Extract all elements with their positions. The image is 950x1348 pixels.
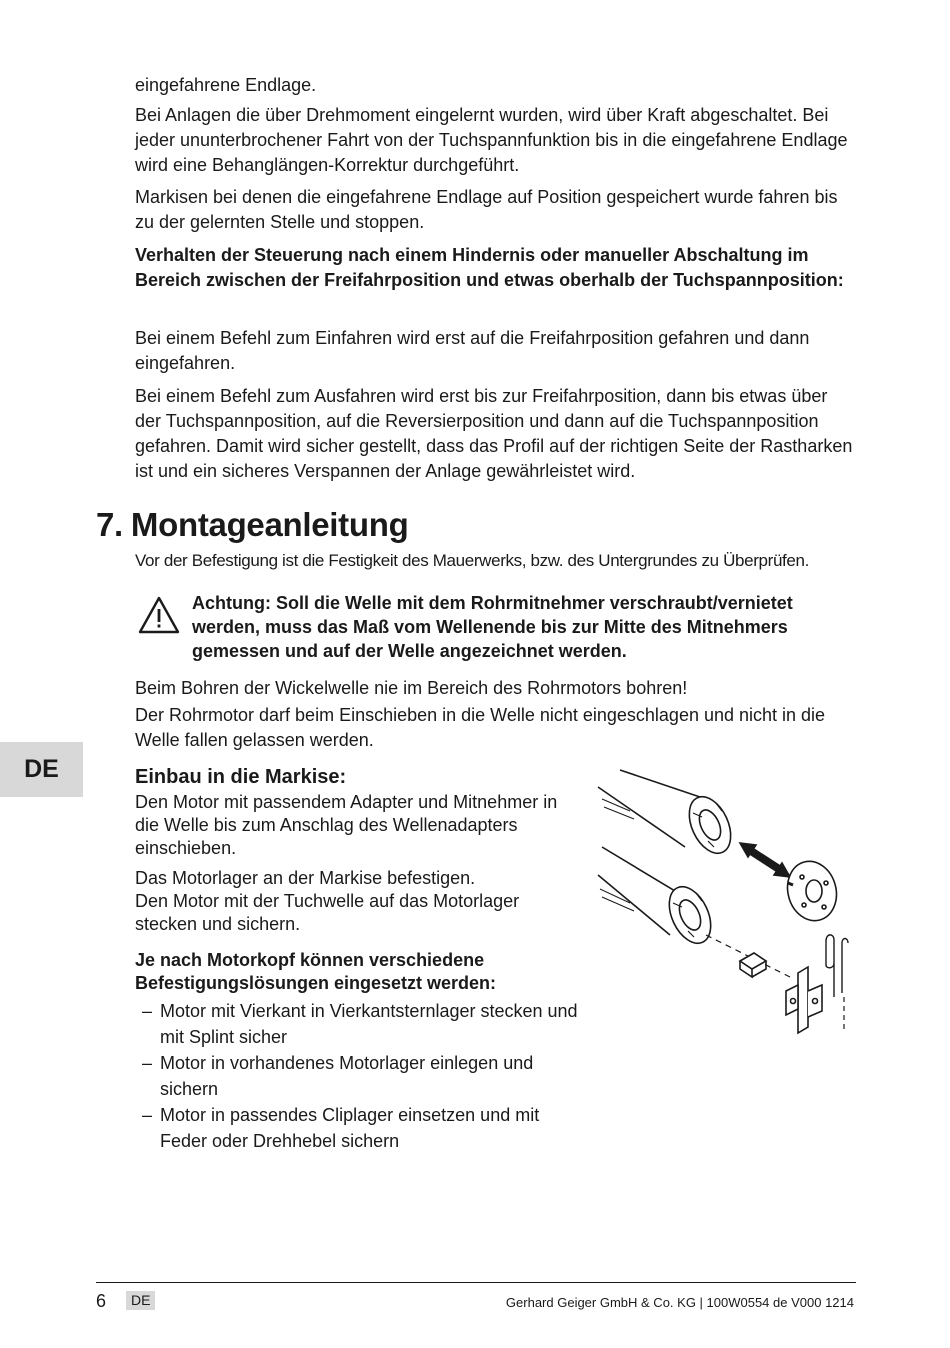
page-number: 6 [96, 1291, 107, 1311]
intro-paragraph-3: Markisen bei denen die eingefahrene Endlage auf Position gespeichert wurde fahren bis zu der gelernten Stelle und stoppen. [135, 187, 838, 232]
drilling-note: Beim Bohren der Wickelwelle nie im Bereich des Rohrmotors bohren! [135, 678, 688, 698]
list-item [135, 998, 585, 1050]
list-item [135, 1050, 585, 1102]
obstacle-behavior-heading: Verhalten der Steuerung nach einem Hindernis oder manueller Abschaltung im Bereich zwischen der Freifahrposition und etwas oberhalb der Tuchspannposition: [135, 245, 844, 290]
list-item-text: Motor mit Vierkant in Vierkantsternlager stecken und mit Splint sicher [160, 1001, 578, 1047]
fastening-options-list [135, 998, 585, 1154]
warning-triangle-icon [137, 595, 181, 635]
list-dash: – [142, 1105, 153, 1125]
warning-text: Achtung: Soll die Welle mit dem Rohrmitnehmer verschraubt/vernietet werden, muss das Maß vom Wellenende bis zur Mitte des Mitnehmers gemessen und auf der Welle angezeichnet werden. [192, 593, 793, 661]
list-item-text: Motor in vorhandenes Motorlager einlegen und sichern [160, 1053, 534, 1099]
list-item-text: Motor in passendes Cliplager einsetzen und mit Feder oder Drehhebel sichern [160, 1105, 540, 1151]
section-heading [96, 505, 408, 545]
list-dash: – [142, 1001, 153, 1021]
fastening-options-heading: Je nach Motorkopf können verschiedene Befestigungslösungen eingesetzt werden: [135, 950, 497, 993]
install-paragraph-1: Den Motor mit passendem Adapter und Mitnehmer in die Welle bis zum Anschlag des Wellenadapters einschieben. [135, 792, 558, 858]
section-subline: Vor der Befestigung ist die Festigkeit des Mauerwerks, bzw. des Untergrundes zu Überprüfen. [135, 551, 810, 570]
section-title: Montageanleitung [130, 506, 409, 543]
insertion-note: Der Rohrmotor darf beim Einschieben in die Welle nicht eingeschlagen und nicht in die Welle fallen gelassen werden. [135, 705, 826, 750]
intro-paragraph-1: eingefahrene Endlage. [135, 75, 317, 95]
intro-paragraph-4: Bei einem Befehl zum Einfahren wird erst auf die Freifahrposition gefahren und dann eingefahren. [135, 328, 810, 373]
footer-divider [96, 1282, 856, 1283]
language-tab: DE [0, 742, 83, 797]
section-number: 7. [96, 506, 123, 543]
motor-installation-illustration [590, 765, 855, 1040]
intro-paragraph-2: Bei Anlagen die über Drehmoment eingelernt wurden, wird über Kraft abgeschaltet. Bei jeder ununterbrochener Fahrt von der Tuchspannfunktion bis in die eingefahrene Endlage wird eine Behanglängen-Korrektur durchgeführt. [135, 105, 848, 175]
install-paragraph-2: Das Motorlager an der Markise befestigen. Den Motor mit der Tuchwelle auf das Motorlager stecken und sichern. [135, 868, 520, 934]
list-dash: – [142, 1053, 153, 1073]
install-heading: Einbau in die Markise: [135, 766, 347, 788]
footer-publisher: Gerhard Geiger GmbH & Co. KG | 100W0554 de V000 1214 [505, 1295, 854, 1310]
footer-language-badge: DE [126, 1291, 155, 1310]
list-item [135, 1102, 585, 1154]
intro-paragraph-5: Bei einem Befehl zum Ausfahren wird erst bis zur Freifahrposition, dann bis etwas über der Tuchspannposition, auf die Reversierposition und dann auf die Tuchspannposition gefahren. Damit wird sicher gestellt, dass das Profil auf der richtigen Seite der Rastharken ist und ein sicheres Verspannen der Anlage gewährleistet wird. [135, 386, 853, 481]
